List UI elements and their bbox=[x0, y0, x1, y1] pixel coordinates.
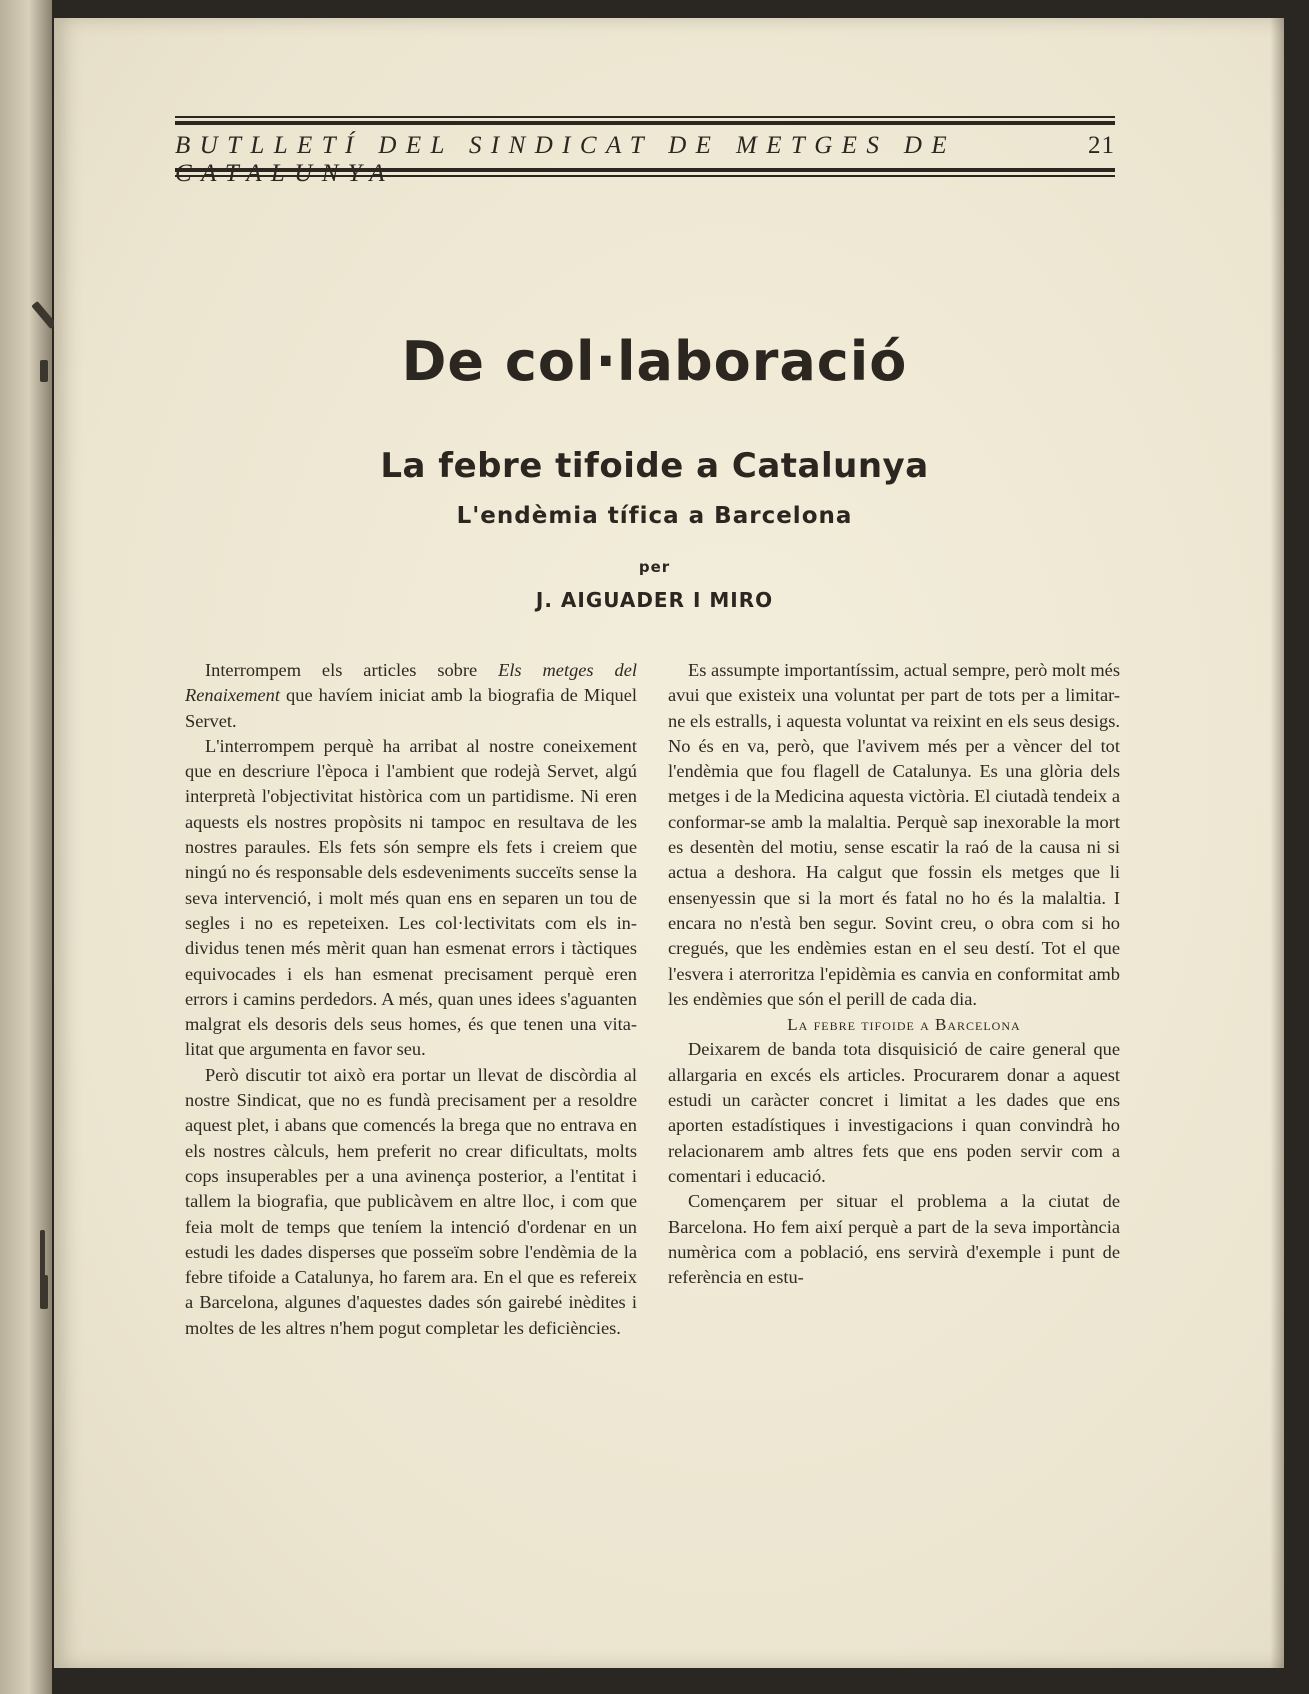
article-subtitle: L'endèmia tífica a Barcelona bbox=[456, 503, 853, 529]
header-rule bbox=[175, 121, 1115, 125]
header-title-row bbox=[175, 132, 1115, 188]
article-title: La febre tifoide a Catalunya bbox=[380, 446, 929, 486]
paragraph: Deixarem de banda tota disquisició de caire general que allargaria en excés els articles. Procurarem donar a aquest estudi un caràcter concret i limitat a les dades que ens aporten estadístiques i investigacions i quan convindrà ho relacionarem amb altres fets que ens poden servir com a comentari i educació. bbox=[668, 1039, 1120, 1186]
byline-author: J. AIGUADER I MIRO bbox=[535, 588, 774, 612]
header-rule bbox=[175, 116, 1115, 118]
paragraph-text: que havíem iniciat amb la biografia de Miquel Servet. bbox=[185, 685, 637, 731]
subsection-heading: La febre tifoide a Barcelona bbox=[787, 1015, 1021, 1035]
left-column bbox=[185, 658, 637, 1341]
margin-mark bbox=[40, 1230, 45, 1280]
journal-title: BUTLLETÍ DEL SINDICAT DE METGES DE CATALUNYA bbox=[175, 132, 956, 187]
facing-page-edge bbox=[0, 0, 52, 1694]
header-rule bbox=[175, 168, 1115, 172]
header-rule bbox=[175, 175, 1115, 177]
byline-per: per bbox=[638, 558, 671, 576]
paragraph: L'interrompem perquè ha arribat al nostre coneixement que en descriure l'època i l'ambient que rodejà Servet, algú interpretà l'objectivitat històrica com un partidisme. Ni eren aquests els nostres propòsits ni tampoc en resultava de les nostres paraules. Els fets són sempre els fets i creiem que ningú no és responsable dels esdeveniments succeïts sense la seva intervenció, i molt més quan ens en separen un tou de segles i no es repeteixen. Les col·lectivitats com els individus tenen més mèrit quan han esmenat errors i tàctiques equivocades i els han esmenat precisament perquè eren errors i camins perdedors. A més, quan unes idees s'aguanten malgrat els desoris dels seus homes, és que tenen una vitalitat que argumenta en favor seu. bbox=[185, 735, 637, 1060]
paragraph bbox=[185, 658, 637, 734]
page-number: 21 bbox=[1088, 132, 1115, 159]
margin-mark bbox=[31, 301, 56, 329]
right-column bbox=[668, 658, 1120, 1290]
paragraph: Però discutir tot això era portar un llevat de discòrdia al nostre Sindicat, que no es fundà precisament per a resoldre aquest plet, i abans que comencés la brega que no entrava en els nostres càlculs, hem preferit no crear dificultats, molts cops insuperables per a una avinença posterior, a l'entitat i tallem la biografia, que publicàvem en altre lloc, i com que feia molt de temps que teníem la intenció d'ordenar en un estudi les dades disperses que posseïm sobre l'endèmia de la febre tifoide a Catalunya, ho farem ara. En el que es refereix a Barcelona, algunes d'aquestes dades són gairebé inèdites i moltes de les altres n'hem pogut completar les deficiències. bbox=[185, 1064, 637, 1338]
margin-mark bbox=[40, 1275, 48, 1309]
book-title: Els metges del Renaixement bbox=[185, 660, 637, 706]
paragraph: Començarem per situar el problema a la ciutat de Barcelona. Ho fem així perquè a part de la seva importància numèrica com a població, ens servirà d'exemple i punt de referència en estu- bbox=[668, 1191, 1120, 1288]
running-header bbox=[175, 116, 1115, 187]
paragraph-text: Interrompem els articles sobre bbox=[205, 660, 499, 680]
section-title: De col·laboració bbox=[401, 330, 908, 393]
paragraph: Es assumpte importantíssim, actual sempre, però molt més avui que existeix una voluntat per part de tots per a limitar-ne els estralls, i aquesta voluntat va reixint en els seus desigs. No és en va, però, que l'avivem més per a vèncer del tot l'endèmia que fou flagell de Catalunya. Es una glòria dels metges i de la Medicina aquesta victòria. El ciutadà tendeix a conformar-se amb la malaltia. Perquè sap inexorable la mort es desentèn del motiu, sense escatir la raó de la causa ni si actua a deshora. Ha calgut que fossin els metges que li ensenyessin que si la mort és fatal no ho és la malaltia. I encara no n'està ben segur. Sovint creu, o obra com si ho cregués, que les endèmies estan en el seu destí. Tot el que l'esvera i aterroritza l'epidèmia es canvia en conformitat amb les endèmies que són el perill de cada dia. bbox=[668, 660, 1120, 1009]
